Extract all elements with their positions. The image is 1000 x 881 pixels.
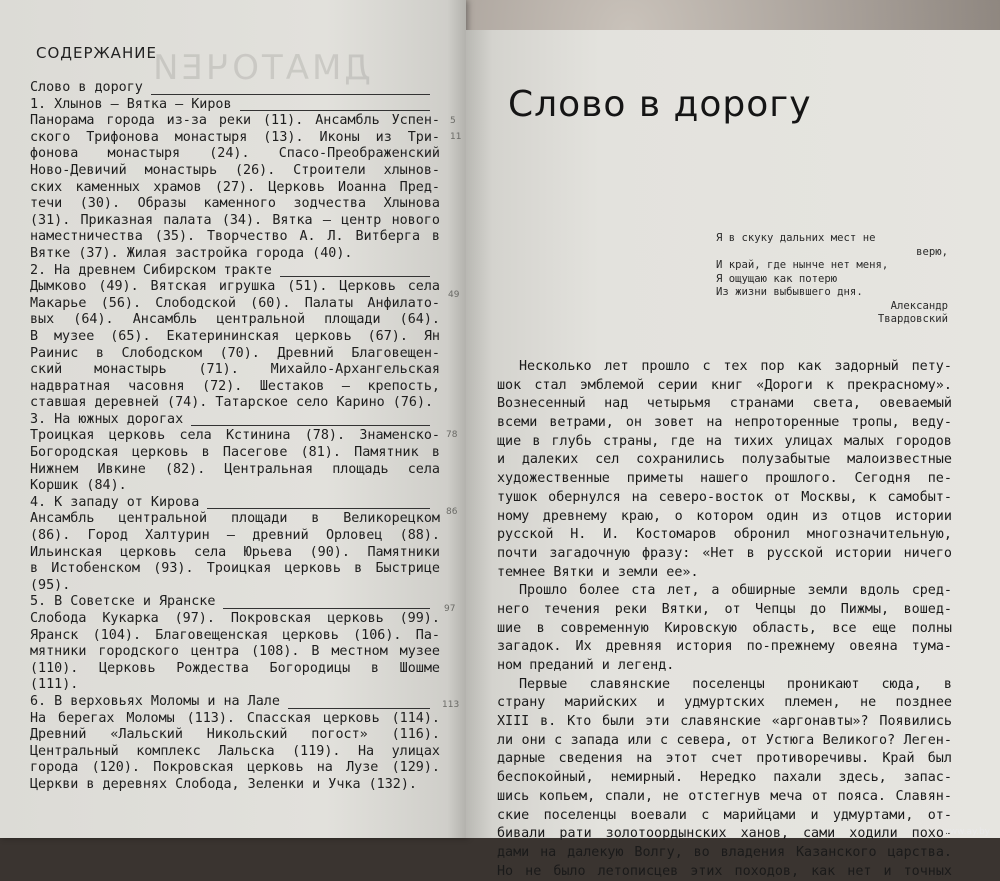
- toc-entry-line: Слобода Кукарка (97). Покровская церковь (99).: [30, 611, 440, 626]
- body-line: шок стал эмблемой серии книг «Дороги к прекрасному».: [497, 377, 952, 393]
- body-line: ному древнему краю, о котором один из отцов истории: [497, 508, 952, 524]
- body-line: бивали рати золотоордынских ханов, сами ходили похо-: [497, 826, 952, 842]
- epigraph: [716, 232, 948, 327]
- body-line: шись копьем, спали, не отстегнув меча от пояса. Славян-: [497, 788, 952, 804]
- toc-entry-line: В музее (65). Екатерининская церковь (67). Ян: [30, 328, 440, 344]
- toc-line-text: Слово в дорогу: [30, 80, 143, 95]
- body-line: художественные приметы нашего прошлого. Сегодня пе-: [497, 471, 952, 487]
- toc-line-text: Коршик (84).: [30, 478, 127, 494]
- epigraph-author: Твардовский: [877, 313, 948, 325]
- toc-section-heading: [30, 80, 440, 97]
- left-page: [0, 0, 466, 838]
- toc-entry-line: [30, 777, 440, 794]
- toc-entry-line: мятники городского центра (108). В местном музее: [30, 644, 440, 660]
- toc-entry-line: ских каменных храмов (27). Церковь Иоанна Пред-: [30, 179, 440, 195]
- epigraph-line: Из жизни выбывшего дня.: [716, 286, 863, 298]
- toc-entry-line: ского Трифонова монастыря (13). Иконы из Три-: [30, 129, 440, 145]
- toc-section-heading: [30, 263, 440, 280]
- chapter-heading: Слово в дорогу: [508, 84, 812, 125]
- body-line: тушок обернулся на северо-восток от Москвы, к самобыт-: [497, 489, 952, 505]
- body-line: Но не было летописцев этих походов, как нет и точных: [497, 863, 952, 879]
- body-line: беспокойный, немирный. Нередко пахали здесь, запас-: [497, 770, 952, 786]
- body-line: загадок. Их древняя история по-прежнему овеяна тума-: [497, 639, 952, 655]
- body-line: щие в глубь страны, где на тихих улицах малых городов: [497, 433, 952, 449]
- toc-entry-line: Богородская церковь в Пасегове (81). Памятник в: [30, 445, 440, 461]
- toc-line-text: (111).: [30, 677, 79, 693]
- show-through-text: ДМАТОЧЕИ: [150, 48, 371, 88]
- margin-page-number: 49: [448, 290, 460, 300]
- toc-section-heading: [30, 412, 440, 429]
- body-line: ские поселенцы воевали с марийцами и удмуртами, от-: [497, 807, 952, 823]
- body-line: Несколько лет прошло с тех пор как задорный пету-: [519, 359, 952, 374]
- toc-entry-line: [30, 246, 440, 263]
- toc-entry-line: [30, 578, 440, 595]
- margin-page-number: 78: [446, 430, 458, 440]
- body-line: шие в современную Кировскую область, все еще полны: [497, 620, 952, 636]
- toc-entry-line: Яранск (104). Благовещенская церковь (106). Па-: [30, 627, 440, 643]
- epigraph-author: Александр: [890, 299, 948, 312]
- body-line: дарные сведения на этот счет противоречивы. Край был: [497, 751, 952, 767]
- heading-underline: [207, 508, 430, 509]
- toc-entry-line: Нижнем Ивкине (82). Центральная площадь села: [30, 461, 440, 477]
- epigraph-line: Я в скуку дальних мест не: [716, 232, 876, 244]
- body-line: Вознесенный над четырьмя странами света, овеваемый: [497, 396, 952, 412]
- toc-line-text: ставшая деревней (74). Татарское село Карино (76).: [30, 395, 434, 411]
- toc-entry-line: Ильинская церковь села Юрьева (90). Памятники: [30, 544, 440, 560]
- toc-entry-line: надвратная часовня (72). Шестаков — крепость,: [30, 378, 440, 394]
- toc-entry-line: (110). Церковь Рождества Богородицы в Шошме: [30, 660, 440, 676]
- toc-line-text: 6. В верховьях Моломы и на Лале: [30, 693, 280, 709]
- toc-entry-line: наместничества (35). Творчество А. Л. Витберга в: [30, 229, 440, 245]
- table-of-contents: [30, 80, 440, 794]
- toc-entry-line: Панорама города из-за реки (11). Ансамбль Успен-: [30, 113, 440, 129]
- toc-line-text: 1. Хлынов — Вятка — Киров: [30, 96, 232, 112]
- body-line: страну марийских и удмуртских племен, не позднее: [497, 695, 952, 711]
- toc-entry-line: течи (30). Образы каменного зодчества Хлынова: [30, 196, 440, 212]
- toc-entry-line: [30, 478, 440, 495]
- heading-underline: [280, 276, 430, 277]
- toc-entry-line: Дымково (49). Вятская игрушка (51). Церковь села: [30, 279, 440, 295]
- toc-entry-line: Троицкая церковь села Кстинина (78). Знаменско-: [30, 428, 440, 444]
- heading-underline: [288, 708, 430, 709]
- toc-entry-line: (31). Приказная палата (34). Вятка — центр нового: [30, 212, 440, 228]
- toc-entry-line: [30, 395, 440, 412]
- toc-line-text: 2. На древнем Сибирском тракте: [30, 262, 272, 278]
- margin-page-number: 11: [450, 132, 462, 142]
- toc-entry-line: Центральный комплекс Лальска (119). На улицах: [30, 743, 440, 759]
- epigraph-line: Я ощущаю как потерю: [716, 272, 838, 285]
- body-line: Прошло более ста лет, а обширные земли вдоль сред-: [519, 583, 952, 599]
- toc-entry-line: фонова монастыря (24). Спасо-Преображенский: [30, 146, 440, 162]
- toc-entry-line: города (120). Покровская церковь на Лузе (129).: [30, 760, 440, 776]
- toc-entry-line: (86). Город Халтурин — древний Орловец (88).: [30, 528, 440, 544]
- epigraph-line: И край, где нынче нет меня,: [716, 259, 889, 271]
- margin-page-number: 113: [442, 700, 460, 710]
- toc-entry-line: Древний «Лальский Никольский погост» (116).: [30, 727, 440, 743]
- body-line: и далеких сел сохранились полузабытые малоизвестные: [497, 452, 952, 468]
- heading-underline: [240, 110, 430, 111]
- toc-title: СОДЕРЖАНИЕ: [36, 44, 157, 62]
- heading-underline: [191, 425, 430, 426]
- body-line: темнее Вятки и земли ее».: [497, 564, 699, 580]
- body-line: XIII в. Кто были эти славянские «аргонавты»? Появились: [497, 714, 952, 730]
- body-line: ли они с запада или с севера, от Устюга Великого? Леген-: [497, 732, 952, 748]
- toc-entry-line: Ансамбль центральной площади в Великорецком: [30, 511, 440, 527]
- toc-section-heading: [30, 97, 440, 114]
- body-line: всеми ветрами, он зовет на непроторенные тропы, веду-: [497, 415, 952, 431]
- toc-section-heading: [30, 594, 440, 611]
- heading-underline: [151, 94, 430, 95]
- toc-line-text: 4. К западу от Кирова: [30, 494, 200, 510]
- watermark: www.ay.by: [942, 827, 990, 837]
- toc-entry-line: ский монастырь (71). Михайло-Архангельская: [30, 362, 440, 378]
- toc-entry-line: Ново-Девичий монастырь (26). Строители хлынов-: [30, 162, 440, 178]
- toc-line-text: 3. На южных дорогах: [30, 411, 184, 427]
- body-line: русской Н. И. Костомаров обронил многозначительную,: [497, 527, 952, 543]
- body-text: [497, 358, 952, 881]
- toc-entry-line: вых (64). Ансамбль центральной площади (64).: [30, 312, 440, 328]
- toc-entry-line: На берегах Моломы (113). Спасская церковь (114).: [30, 710, 440, 726]
- toc-entry-line: [30, 677, 440, 694]
- toc-line-text: 5. В Советске и Яранске: [30, 594, 216, 610]
- toc-line-text: Вятке (37). Жилая застройка города (40).: [30, 245, 353, 261]
- toc-line-text: Церкви в деревнях Слобода, Зеленки и Учка (132).: [30, 776, 417, 792]
- toc-entry-line: Макарье (56). Слободской (60). Палаты Анфилато-: [30, 295, 440, 311]
- toc-entry-line: в Истобенском (93). Троицкая церковь в Быстрице: [30, 561, 440, 577]
- body-line: ном преданий и легенд.: [497, 658, 675, 673]
- body-line: Первые славянские поселенцы проникают сюда, в: [519, 676, 952, 692]
- margin-page-number: 5: [450, 116, 456, 126]
- heading-underline: [223, 608, 430, 609]
- toc-entry-line: Раинис в Слободском (70). Древний Благовещен-: [30, 345, 440, 361]
- toc-section-heading: [30, 694, 440, 711]
- body-line: почти загадочную фразу: «Нет в русской истории ничего: [497, 545, 952, 561]
- body-line: него течения реки Вятки, от Чепцы до Пижмы, вошед-: [497, 601, 952, 617]
- body-line: дами на далекую Волгу, во владения Казанского царства.: [497, 844, 952, 860]
- toc-section-heading: [30, 495, 440, 512]
- epigraph-line: верю,: [916, 245, 948, 258]
- margin-page-number: 86: [446, 507, 458, 517]
- toc-line-text: (95).: [30, 577, 71, 593]
- margin-page-number: 97: [444, 604, 456, 614]
